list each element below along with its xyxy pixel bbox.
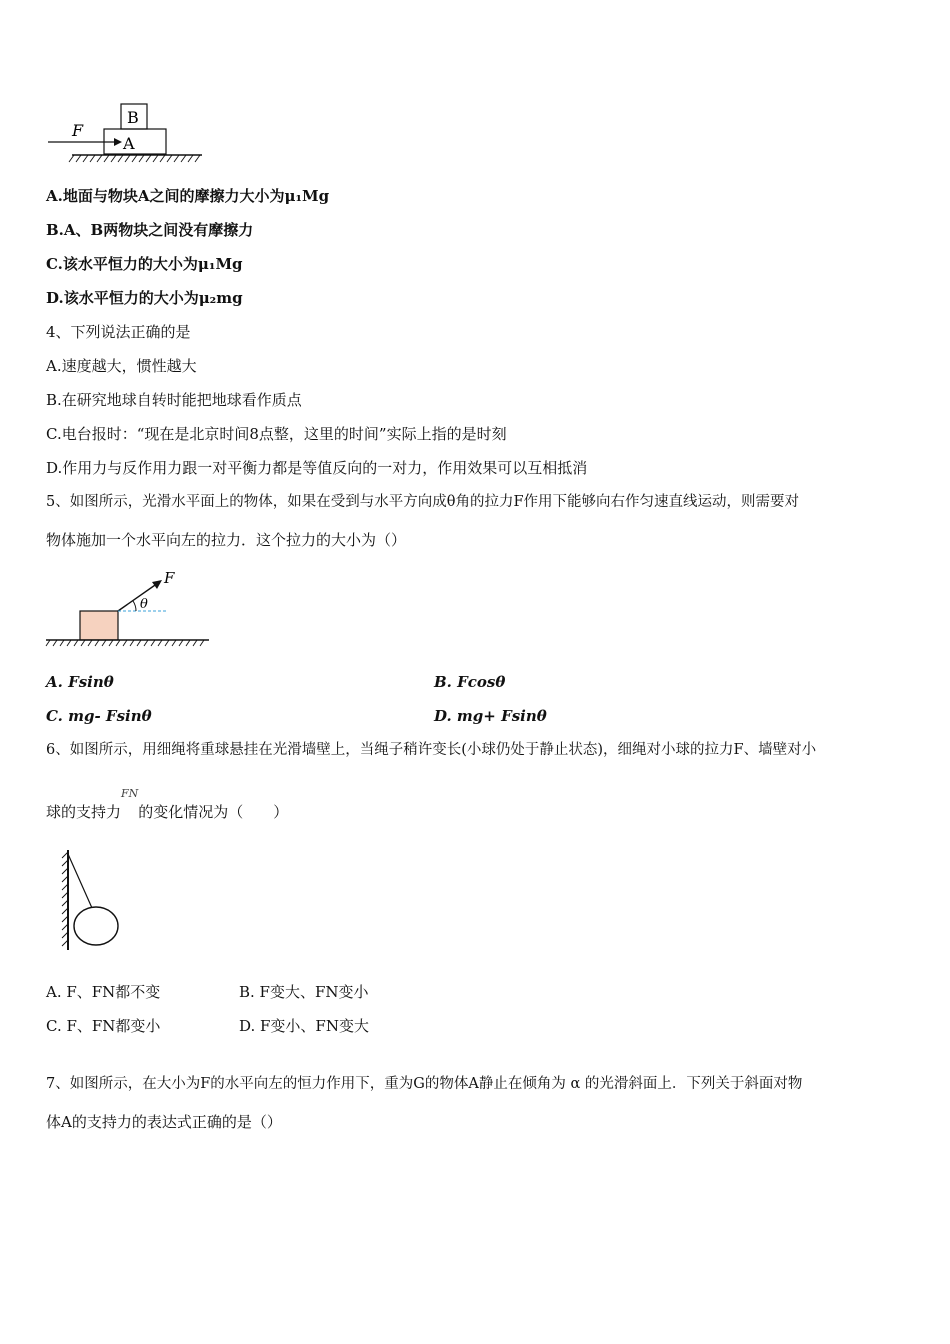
q3-option-d: D.该水平恒力的大小为μ₂mg: [46, 289, 243, 307]
q6-option-c: C. F、FN都变小: [46, 1017, 161, 1035]
q3-option-b: B.A、B两物块之间没有摩擦力: [46, 221, 254, 239]
q5-option-c: C. mg- Fsinθ: [46, 707, 152, 725]
q3-force-label: F: [72, 121, 84, 140]
q6-option-a: A. F、FN都不变: [46, 983, 161, 1001]
q3-option-a: A.地面与物块A之间的摩擦力大小为μ₁Mg: [46, 187, 330, 205]
q6-fn-symbol: FN: [121, 787, 139, 800]
q6-stem-line1: 6、如图所示，用细绳将重球悬挂在光滑墙壁上，当绳子稍许变长(小球仍处于静止状态)，细绳对小球的拉力F、墙壁对小: [46, 742, 817, 758]
q5-force-label: F: [164, 569, 175, 587]
q6-stem-pre: 球的支持力: [46, 803, 122, 821]
q3-option-c: C.该水平恒力的大小为μ₁Mg: [46, 255, 243, 273]
q5-stem-line2: 物体施加一个水平向左的拉力．这个拉力的大小为（）: [46, 531, 407, 549]
ball: [74, 907, 118, 945]
rope: [68, 854, 92, 908]
q5-option-b: B. Fcosθ: [434, 673, 506, 691]
q4-option-a: A.速度越大，惯性越大: [46, 357, 197, 375]
ground-hatching: [69, 155, 200, 162]
q6-option-b: B. F变大、FN变小: [239, 983, 369, 1001]
q7-stem-line2: 体A的支持力的表达式正确的是（）: [46, 1113, 282, 1131]
q4-stem: 4、下列说法正确的是: [46, 323, 191, 341]
q6-stem-line2: [46, 787, 289, 824]
q5-option-a: A. Fsinθ: [46, 673, 114, 691]
q4-option-c: C.电台报时：“现在是北京时间8点整，这里的时间”实际上指的是时刻: [46, 425, 507, 443]
q5-ground-hatching: [46, 640, 204, 646]
q4-option-d: D.作用力与反作用力跟一对平衡力都是等值反向的一对力，作用效果可以互相抵消: [46, 459, 588, 477]
block-b-label: B: [127, 108, 139, 127]
q6-option-d: D. F变小、FN变大: [239, 1017, 369, 1035]
q5-stem-line1: 5、如图所示，光滑水平面上的物体，如果在受到与水平方向成θ角的拉力F作用下能够向右作匀速直线运动，则需要对: [46, 494, 800, 510]
q5-block-figure: [44, 566, 214, 650]
q5-theta-label: θ: [140, 597, 148, 612]
block-a-label: A: [123, 134, 135, 153]
q6-wall-ball-figure: [56, 846, 136, 958]
q7-stem-line1: 7、如图所示，在大小为F的水平向左的恒力作用下，重为G的物体A静止在倾角为 α 的光滑斜面上．下列关于斜面对物: [46, 1076, 803, 1092]
q6-stem-post: 的变化情况为（ ）: [138, 803, 289, 821]
q4-option-b: B.在研究地球自转时能把地球看作质点: [46, 391, 302, 409]
q3-blocks-figure: [44, 98, 214, 170]
q5-block: [80, 611, 118, 640]
q5-option-d: D. mg+ Fsinθ: [434, 707, 547, 725]
